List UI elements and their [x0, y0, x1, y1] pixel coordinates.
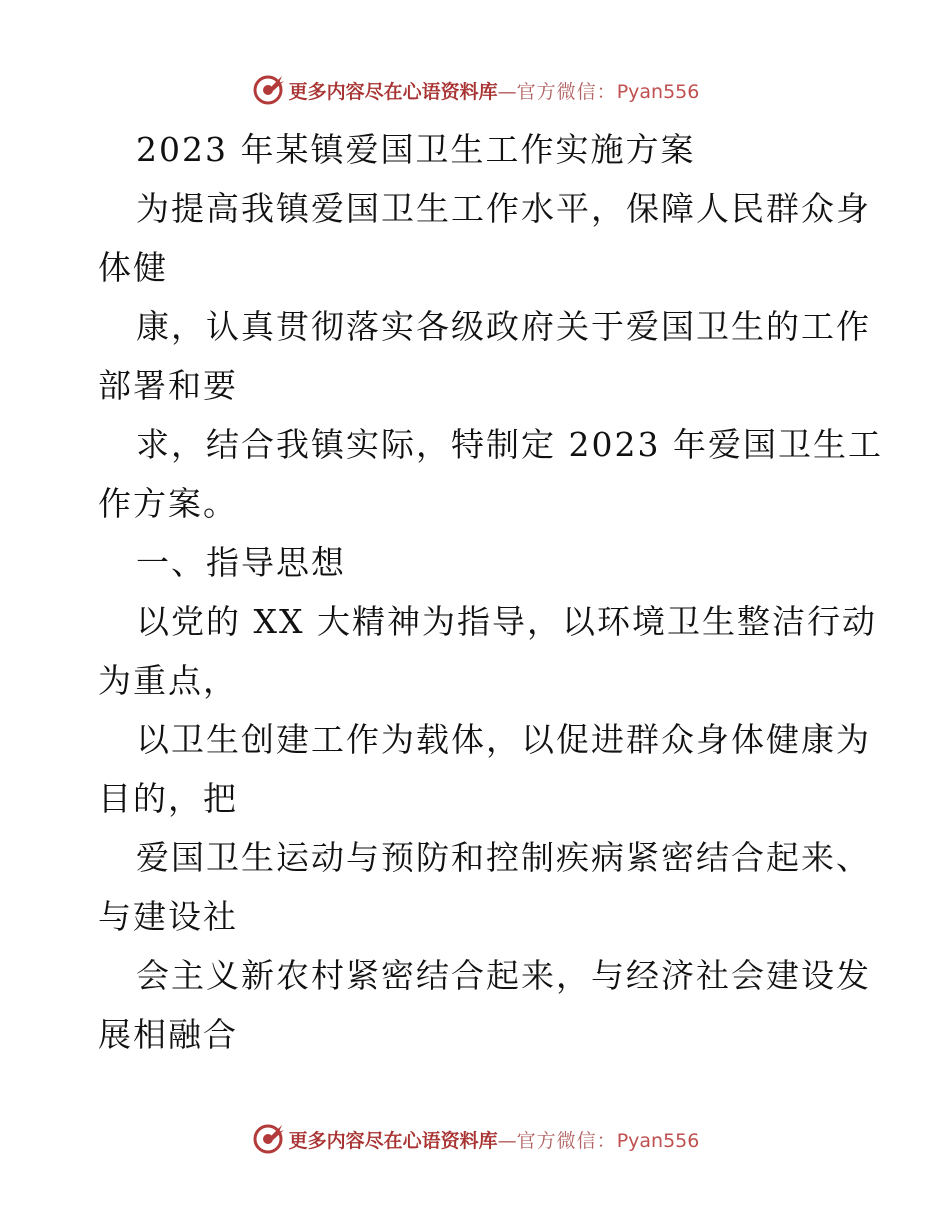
footer-watermark-banner [0, 1119, 950, 1159]
quill-pen-logo-icon [251, 73, 285, 107]
banner-wechat-id: Pyan556 [616, 80, 700, 103]
document-title: 2023 年某镇爱国卫生工作实施方案 [136, 130, 696, 169]
banner-wechat-label: 官方微信： [516, 1129, 617, 1152]
text-line: 为提高我镇爱国卫生工作水平，保障人民群众身 [136, 189, 871, 228]
banner-brand: 更多内容尽在心语资料库 [288, 80, 498, 103]
banner-wechat-label: 官方微信： [516, 80, 617, 103]
text-line: 目的，把 [98, 779, 238, 818]
quill-pen-logo-icon [251, 1122, 285, 1156]
banner-separator: — [497, 1129, 517, 1152]
banner-text [289, 77, 700, 104]
banner-text [289, 1126, 700, 1153]
banner-wechat-id: Pyan556 [616, 1129, 700, 1152]
text-line: 与建设社 [98, 897, 238, 936]
banner-separator: — [497, 80, 517, 103]
text-line: 部署和要 [98, 366, 238, 405]
text-line: 展相融合 [98, 1015, 238, 1054]
text-line: 为重点， [98, 661, 238, 700]
text-line: 康，认真贯彻落实各级政府关于爱国卫生的工作 [136, 307, 871, 346]
text-line: 会主义新农村紧密结合起来，与经济社会建设发 [136, 956, 871, 995]
text-line: 以党的 XX 大精神为指导，以环境卫生整洁行动 [136, 602, 877, 641]
text-line: 体健 [98, 248, 168, 287]
text-line: 作方案。 [98, 484, 238, 523]
banner-brand: 更多内容尽在心语资料库 [288, 1129, 498, 1152]
text-line: 一、指导思想 [136, 543, 346, 582]
text-line: 求，结合我镇实际，特制定 2023 年爱国卫生工 [136, 425, 883, 464]
header-watermark-banner [0, 70, 950, 110]
document-body [98, 120, 883, 1064]
text-line: 爱国卫生运动与预防和控制疾病紧密结合起来、 [136, 838, 871, 877]
text-line: 以卫生创建工作为载体，以促进群众身体健康为 [136, 720, 871, 759]
